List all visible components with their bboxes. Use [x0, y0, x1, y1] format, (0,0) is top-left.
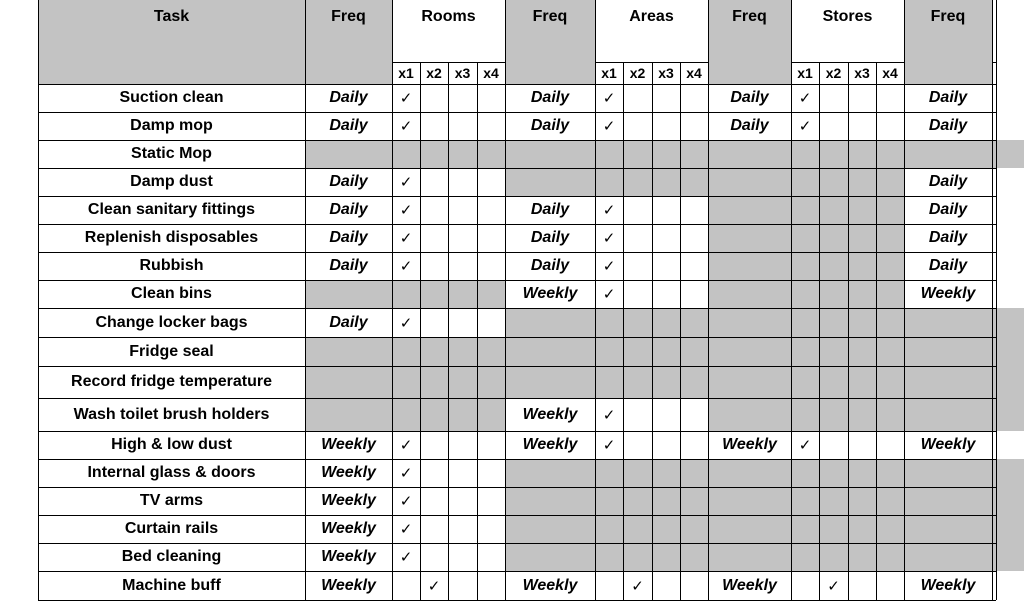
check-mark-icon: ✓: [602, 202, 616, 219]
shaded-cell: [505, 515, 708, 543]
freq-column-header: Freq: [532, 8, 568, 25]
check-mark-icon: ✓: [631, 577, 644, 595]
frequency-value: Daily: [329, 173, 368, 190]
check-mark-icon: ✓: [399, 521, 413, 538]
frequency-value: Daily: [530, 89, 570, 106]
shaded-cell: [505, 487, 708, 515]
freq-column-header: Freq: [930, 8, 966, 25]
check-mark-icon: ✓: [827, 577, 840, 595]
frequency-value: Daily: [928, 89, 968, 106]
grid-line: [420, 62, 421, 600]
area-group-header: Areas: [629, 8, 674, 25]
frequency-value: Weekly: [522, 285, 578, 302]
freq-column-header: Freq: [331, 8, 366, 25]
frequency-value: Weekly: [321, 548, 376, 565]
frequency-value: Daily: [730, 89, 769, 106]
frequency-value: Daily: [530, 229, 570, 246]
check-mark-icon: ✓: [602, 437, 616, 454]
frequency-value: Weekly: [722, 436, 777, 453]
check-mark-icon: ✓: [798, 118, 812, 135]
visit-count-header: x2: [629, 65, 646, 81]
grid-line: [876, 62, 877, 600]
check-mark-icon: ✓: [602, 286, 616, 303]
check-mark-icon: ✓: [399, 465, 413, 482]
frequency-value: Daily: [730, 117, 769, 134]
shaded-cell: [505, 543, 708, 571]
grid-line: [848, 62, 849, 600]
shaded-cell: [904, 487, 1024, 515]
task-name: Wash toilet brush holders: [73, 405, 270, 423]
check-mark-icon: ✓: [399, 118, 413, 135]
visit-count-header: x1: [797, 65, 813, 81]
shaded-cell: [505, 308, 708, 337]
shaded-cell: [305, 398, 505, 431]
task-name: Clean bins: [131, 285, 212, 302]
check-mark-icon: ✓: [602, 230, 616, 247]
frequency-value: Daily: [530, 257, 570, 274]
frequency-value: Weekly: [321, 436, 376, 453]
shaded-cell: [708, 140, 904, 168]
shaded-cell: [505, 337, 708, 366]
frequency-value: Weekly: [522, 576, 578, 594]
shaded-cell: [904, 337, 1024, 366]
shaded-cell: [708, 398, 904, 431]
grid-line: [680, 62, 681, 600]
grid-line: [819, 62, 820, 600]
shaded-cell: [708, 543, 904, 571]
check-mark-icon: ✓: [399, 314, 413, 332]
shaded-cell: [904, 459, 1024, 487]
check-mark-icon: ✓: [427, 577, 441, 595]
check-mark-icon: ✓: [399, 174, 413, 191]
frequency-value: Weekly: [522, 436, 578, 453]
task-name: Internal glass & doors: [87, 464, 256, 481]
shaded-cell: [708, 366, 904, 398]
task-name: Damp mop: [130, 117, 213, 134]
shaded-cell: [505, 366, 708, 398]
shaded-cell: [708, 487, 904, 515]
frequency-value: Daily: [928, 173, 968, 190]
frequency-value: Weekly: [522, 405, 578, 423]
shaded-cell: [305, 366, 505, 398]
task-name: Clean sanitary fittings: [87, 201, 256, 218]
grid-line: [652, 62, 653, 600]
frequency-value: Daily: [928, 229, 968, 246]
task-name: Change locker bags: [95, 313, 248, 331]
frequency-value: Weekly: [920, 436, 976, 453]
frequency-value: Daily: [329, 117, 368, 134]
freq-column-header: Freq: [732, 8, 767, 25]
check-mark-icon: ✓: [399, 202, 413, 219]
visit-count-header: x4: [882, 65, 898, 81]
task-name: Replenish disposables: [84, 229, 259, 246]
frequency-value: Weekly: [722, 576, 777, 594]
frequency-value: Daily: [928, 117, 968, 134]
shaded-cell: [305, 280, 505, 308]
frequency-value: Daily: [329, 89, 368, 106]
check-mark-icon: ✓: [399, 230, 413, 247]
check-mark-icon: ✓: [399, 90, 413, 107]
visit-count-header: x3: [854, 65, 870, 81]
shaded-cell: [904, 515, 1024, 543]
shaded-cell: [505, 168, 708, 196]
task-name: TV arms: [139, 492, 204, 509]
check-mark-icon: ✓: [399, 493, 413, 510]
grid-line: [477, 62, 478, 600]
frequency-value: Weekly: [321, 520, 376, 537]
shaded-cell: [708, 337, 904, 366]
task-name: High & low dust: [111, 436, 232, 453]
task-name: Suction clean: [119, 89, 224, 106]
check-mark-icon: ✓: [798, 90, 812, 107]
visit-count-header: x1: [601, 65, 617, 81]
task-name: Bed cleaning: [121, 548, 222, 565]
check-mark-icon: ✓: [399, 437, 413, 454]
frequency-value: Weekly: [321, 576, 376, 594]
shaded-cell: [505, 459, 708, 487]
shaded-cell: [904, 543, 1024, 571]
frequency-value: Daily: [530, 117, 570, 134]
frequency-value: Weekly: [920, 576, 976, 594]
task-column-header: Task: [153, 8, 190, 25]
grid-line: [623, 62, 624, 600]
shaded-cell: [505, 140, 708, 168]
task-name: Machine buff: [122, 576, 221, 594]
visit-count-header: x2: [426, 65, 442, 81]
visit-count-header: x3: [454, 65, 471, 81]
frequency-value: Daily: [329, 201, 368, 218]
shaded-cell: [305, 337, 505, 366]
shaded-cell: [708, 196, 904, 224]
frequency-value: Daily: [928, 257, 968, 274]
task-name: Curtain rails: [124, 520, 219, 537]
check-mark-icon: ✓: [602, 118, 616, 135]
shaded-cell: [305, 140, 505, 168]
grid-line: [992, 0, 993, 600]
frequency-value: Daily: [928, 201, 968, 218]
shaded-cell: [904, 140, 1024, 168]
shaded-cell: [904, 308, 1024, 337]
shaded-cell: [708, 459, 904, 487]
frequency-value: Daily: [329, 313, 368, 331]
shaded-cell: [904, 398, 1024, 431]
visit-count-header: x1: [398, 65, 414, 81]
frequency-value: Weekly: [321, 492, 376, 509]
visit-count-header: x4: [483, 65, 499, 81]
task-name: Rubbish: [139, 257, 204, 274]
shaded-cell: [708, 252, 904, 280]
shaded-cell: [708, 515, 904, 543]
task-name: Damp dust: [130, 173, 213, 190]
visit-count-header: x2: [825, 65, 842, 81]
visit-count-header: x4: [686, 65, 702, 81]
check-mark-icon: ✓: [602, 258, 616, 275]
area-group-header: Stores: [822, 8, 873, 25]
check-mark-icon: ✓: [399, 549, 413, 566]
check-mark-icon: ✓: [798, 437, 812, 454]
frequency-value: Weekly: [920, 285, 976, 302]
frequency-value: Daily: [530, 201, 570, 218]
frequency-value: Daily: [329, 257, 368, 274]
shaded-cell: [708, 224, 904, 252]
visit-count-header: x3: [658, 65, 674, 81]
task-name: Fridge seal: [129, 342, 214, 360]
task-name: Static Mop: [131, 145, 212, 162]
shaded-cell: [708, 308, 904, 337]
check-mark-icon: ✓: [399, 258, 413, 275]
frequency-value: Weekly: [321, 464, 376, 481]
grid-line: [996, 0, 997, 600]
check-mark-icon: ✓: [602, 90, 616, 107]
shaded-cell: [708, 280, 904, 308]
frequency-value: Daily: [329, 229, 368, 246]
task-name: Record fridge temperature: [71, 373, 272, 390]
check-mark-icon: ✓: [602, 406, 616, 424]
area-group-header: Rooms: [421, 8, 476, 25]
shaded-cell: [904, 366, 1024, 398]
grid-line: [448, 62, 449, 600]
shaded-cell: [708, 168, 904, 196]
